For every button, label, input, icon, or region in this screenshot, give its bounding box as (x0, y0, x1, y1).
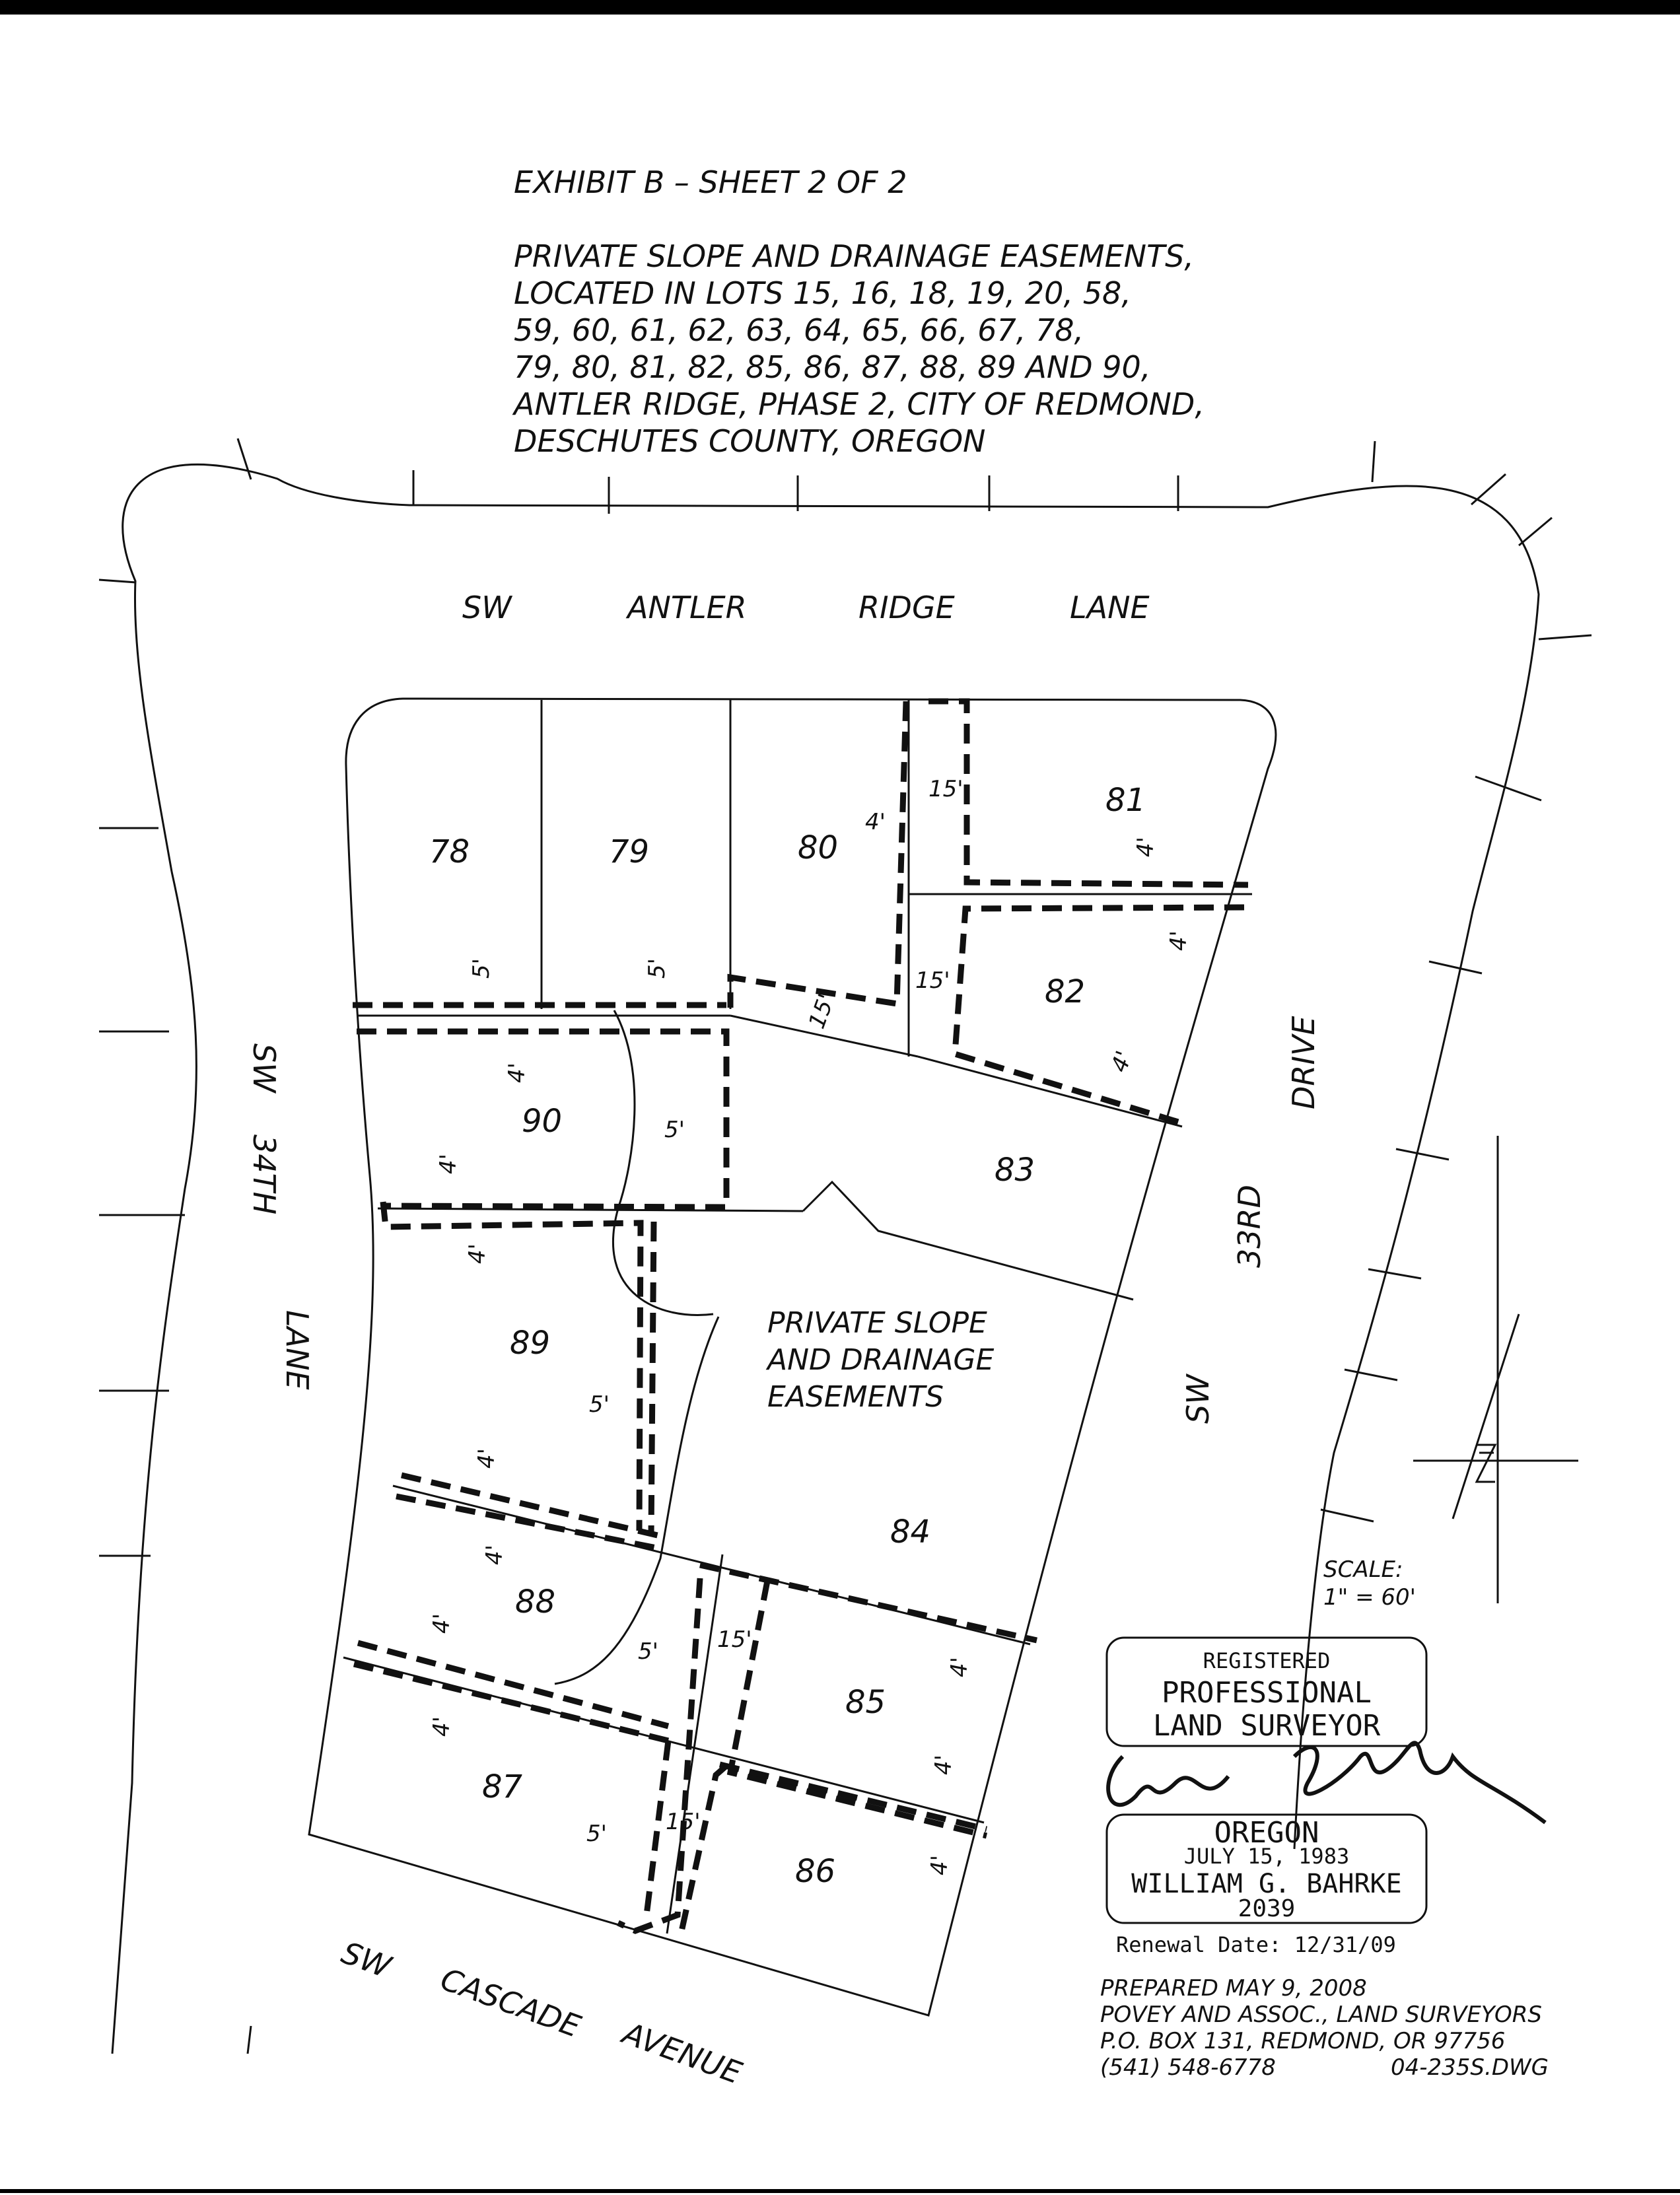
svg-text:OREGON: OREGON (1214, 1816, 1319, 1850)
lot-83: 83 (995, 1152, 1035, 1189)
svg-text:P.O. BOX 131, REDMOND, OR 977: P.O. BOX 131, REDMOND, OR 97756 (1100, 2028, 1506, 2054)
svg-text:4': 4' (927, 1855, 953, 1875)
svg-text:4': 4' (473, 1448, 500, 1469)
street-south-label (337, 1935, 746, 2091)
lot-82: 82 (1045, 973, 1086, 1010)
svg-text:PRIVATE SLOPE: PRIVATE SLOPE (767, 1306, 987, 1340)
svg-text:PREPARED MAY 9, 2008: PREPARED MAY 9, 2008 (1100, 1975, 1367, 2002)
svg-text:LAND SURVEYOR: LAND SURVEYOR (1152, 1709, 1381, 1743)
svg-text:15': 15' (915, 967, 950, 994)
svg-text:JULY 15, 1983: JULY 15, 1983 (1183, 1844, 1350, 1869)
svg-text:5': 5' (468, 958, 495, 979)
description-line-5: ANTLER RIDGE, PHASE 2, CITY OF REDMOND, (514, 386, 1205, 422)
description-line-3: 59, 60, 61, 62, 63, 64, 65, 66, 67, 78, (514, 312, 1084, 348)
svg-text:SW: SW (1180, 1374, 1216, 1424)
svg-text:4': 4' (429, 1613, 455, 1634)
svg-text:4': 4' (1166, 930, 1192, 951)
svg-text:EASEMENTS: EASEMENTS (767, 1380, 944, 1414)
north-arrow (1413, 1136, 1578, 1603)
svg-text:ANTLER: ANTLER (627, 590, 747, 625)
svg-text:AND DRAINAGE: AND DRAINAGE (767, 1343, 995, 1377)
easement-note (765, 1306, 995, 1414)
lot-79: 79 (609, 833, 650, 870)
svg-text:5': 5' (589, 1391, 610, 1418)
svg-text:5': 5' (586, 1821, 607, 1847)
svg-text:4': 4' (435, 1154, 462, 1174)
renewal-date: Renewal Date: 12/31/09 (1116, 1932, 1396, 1957)
svg-text:33RD: 33RD (1232, 1185, 1267, 1268)
surveyor-signature (1108, 1743, 1545, 1823)
svg-text:POVEY AND ASSOC., LAND SURVEYO: POVEY AND ASSOC., LAND SURVEYORS (1100, 2002, 1542, 2028)
surveyor-stamp (1107, 1638, 1426, 1923)
svg-text:4': 4' (464, 1243, 491, 1264)
svg-text:2039: 2039 (1238, 1895, 1296, 1922)
description-line-2: LOCATED IN LOTS 15, 16, 18, 19, 20, 58, (514, 275, 1131, 311)
svg-text:LANE: LANE (1070, 590, 1150, 625)
lot-89: 89 (510, 1325, 551, 1362)
lot-87: 87 (482, 1768, 523, 1805)
lot-88: 88 (515, 1584, 556, 1620)
street-north-label (462, 590, 1150, 625)
svg-text:15': 15' (666, 1809, 701, 1835)
svg-text:4': 4' (946, 1657, 973, 1677)
svg-text:34TH: 34TH (246, 1134, 282, 1215)
svg-text:WILLIAM G. BAHRKE: WILLIAM G. BAHRKE (1131, 1869, 1402, 1899)
svg-text:15': 15' (803, 990, 841, 1033)
svg-text:CASCADE: CASCADE (436, 1961, 586, 2044)
lot-85: 85 (845, 1684, 886, 1721)
lot-90: 90 (522, 1103, 563, 1140)
exhibit-title: EXHIBIT B – SHEET 2 OF 2 (514, 164, 907, 200)
svg-text:LANE: LANE (279, 1310, 315, 1390)
lot-81: 81 (1105, 782, 1146, 819)
description-line-4: 79, 80, 81, 82, 85, 86, 87, 88, 89 AND 90, (514, 349, 1151, 385)
preparer-block (1100, 1975, 1549, 2081)
lot-86: 86 (795, 1853, 836, 1890)
svg-text:4': 4' (429, 1716, 455, 1737)
svg-text:SW: SW (246, 1043, 282, 1093)
svg-text:15': 15' (928, 776, 963, 802)
svg-text:4': 4' (481, 1545, 508, 1565)
svg-text:04-235S.DWG: 04-235S.DWG (1391, 2054, 1549, 2081)
svg-text:REGISTERED: REGISTERED (1203, 1648, 1331, 1673)
svg-text:15': 15' (717, 1626, 752, 1653)
svg-text:AVENUE: AVENUE (618, 2015, 747, 2091)
scale-label: SCALE: (1323, 1556, 1403, 1583)
svg-text:RIDGE: RIDGE (858, 590, 955, 625)
description-line-6: DESCHUTES COUNTY, OREGON (514, 423, 986, 459)
svg-text:(541) 548-6778: (541) 548-6778 (1100, 2054, 1276, 2081)
scale-value: 1" = 60' (1323, 1584, 1416, 1611)
svg-text:SW: SW (337, 1934, 396, 1985)
svg-text:5': 5' (644, 958, 670, 979)
svg-text:4': 4' (865, 809, 886, 835)
svg-text:SW: SW (462, 590, 512, 625)
svg-text:DRIVE: DRIVE (1286, 1016, 1321, 1109)
description-line-1: PRIVATE SLOPE AND DRAINAGE EASEMENTS, (514, 238, 1194, 274)
street-east-label (1180, 1016, 1321, 1424)
easement-leader-curve (555, 1010, 718, 1684)
svg-text:PROFESSIONAL: PROFESSIONAL (1162, 1676, 1372, 1710)
svg-text:4': 4' (1105, 1047, 1138, 1076)
scan-top-border (0, 0, 1680, 15)
lot-78: 78 (429, 833, 470, 870)
lot-80: 80 (798, 829, 839, 866)
lot-84: 84 (890, 1514, 931, 1550)
svg-text:5': 5' (664, 1117, 685, 1143)
svg-text:4': 4' (1133, 837, 1159, 857)
street-west-label (246, 1043, 315, 1390)
svg-text:4': 4' (930, 1755, 957, 1775)
svg-text:4': 4' (504, 1063, 530, 1083)
svg-text:5': 5' (638, 1638, 658, 1665)
